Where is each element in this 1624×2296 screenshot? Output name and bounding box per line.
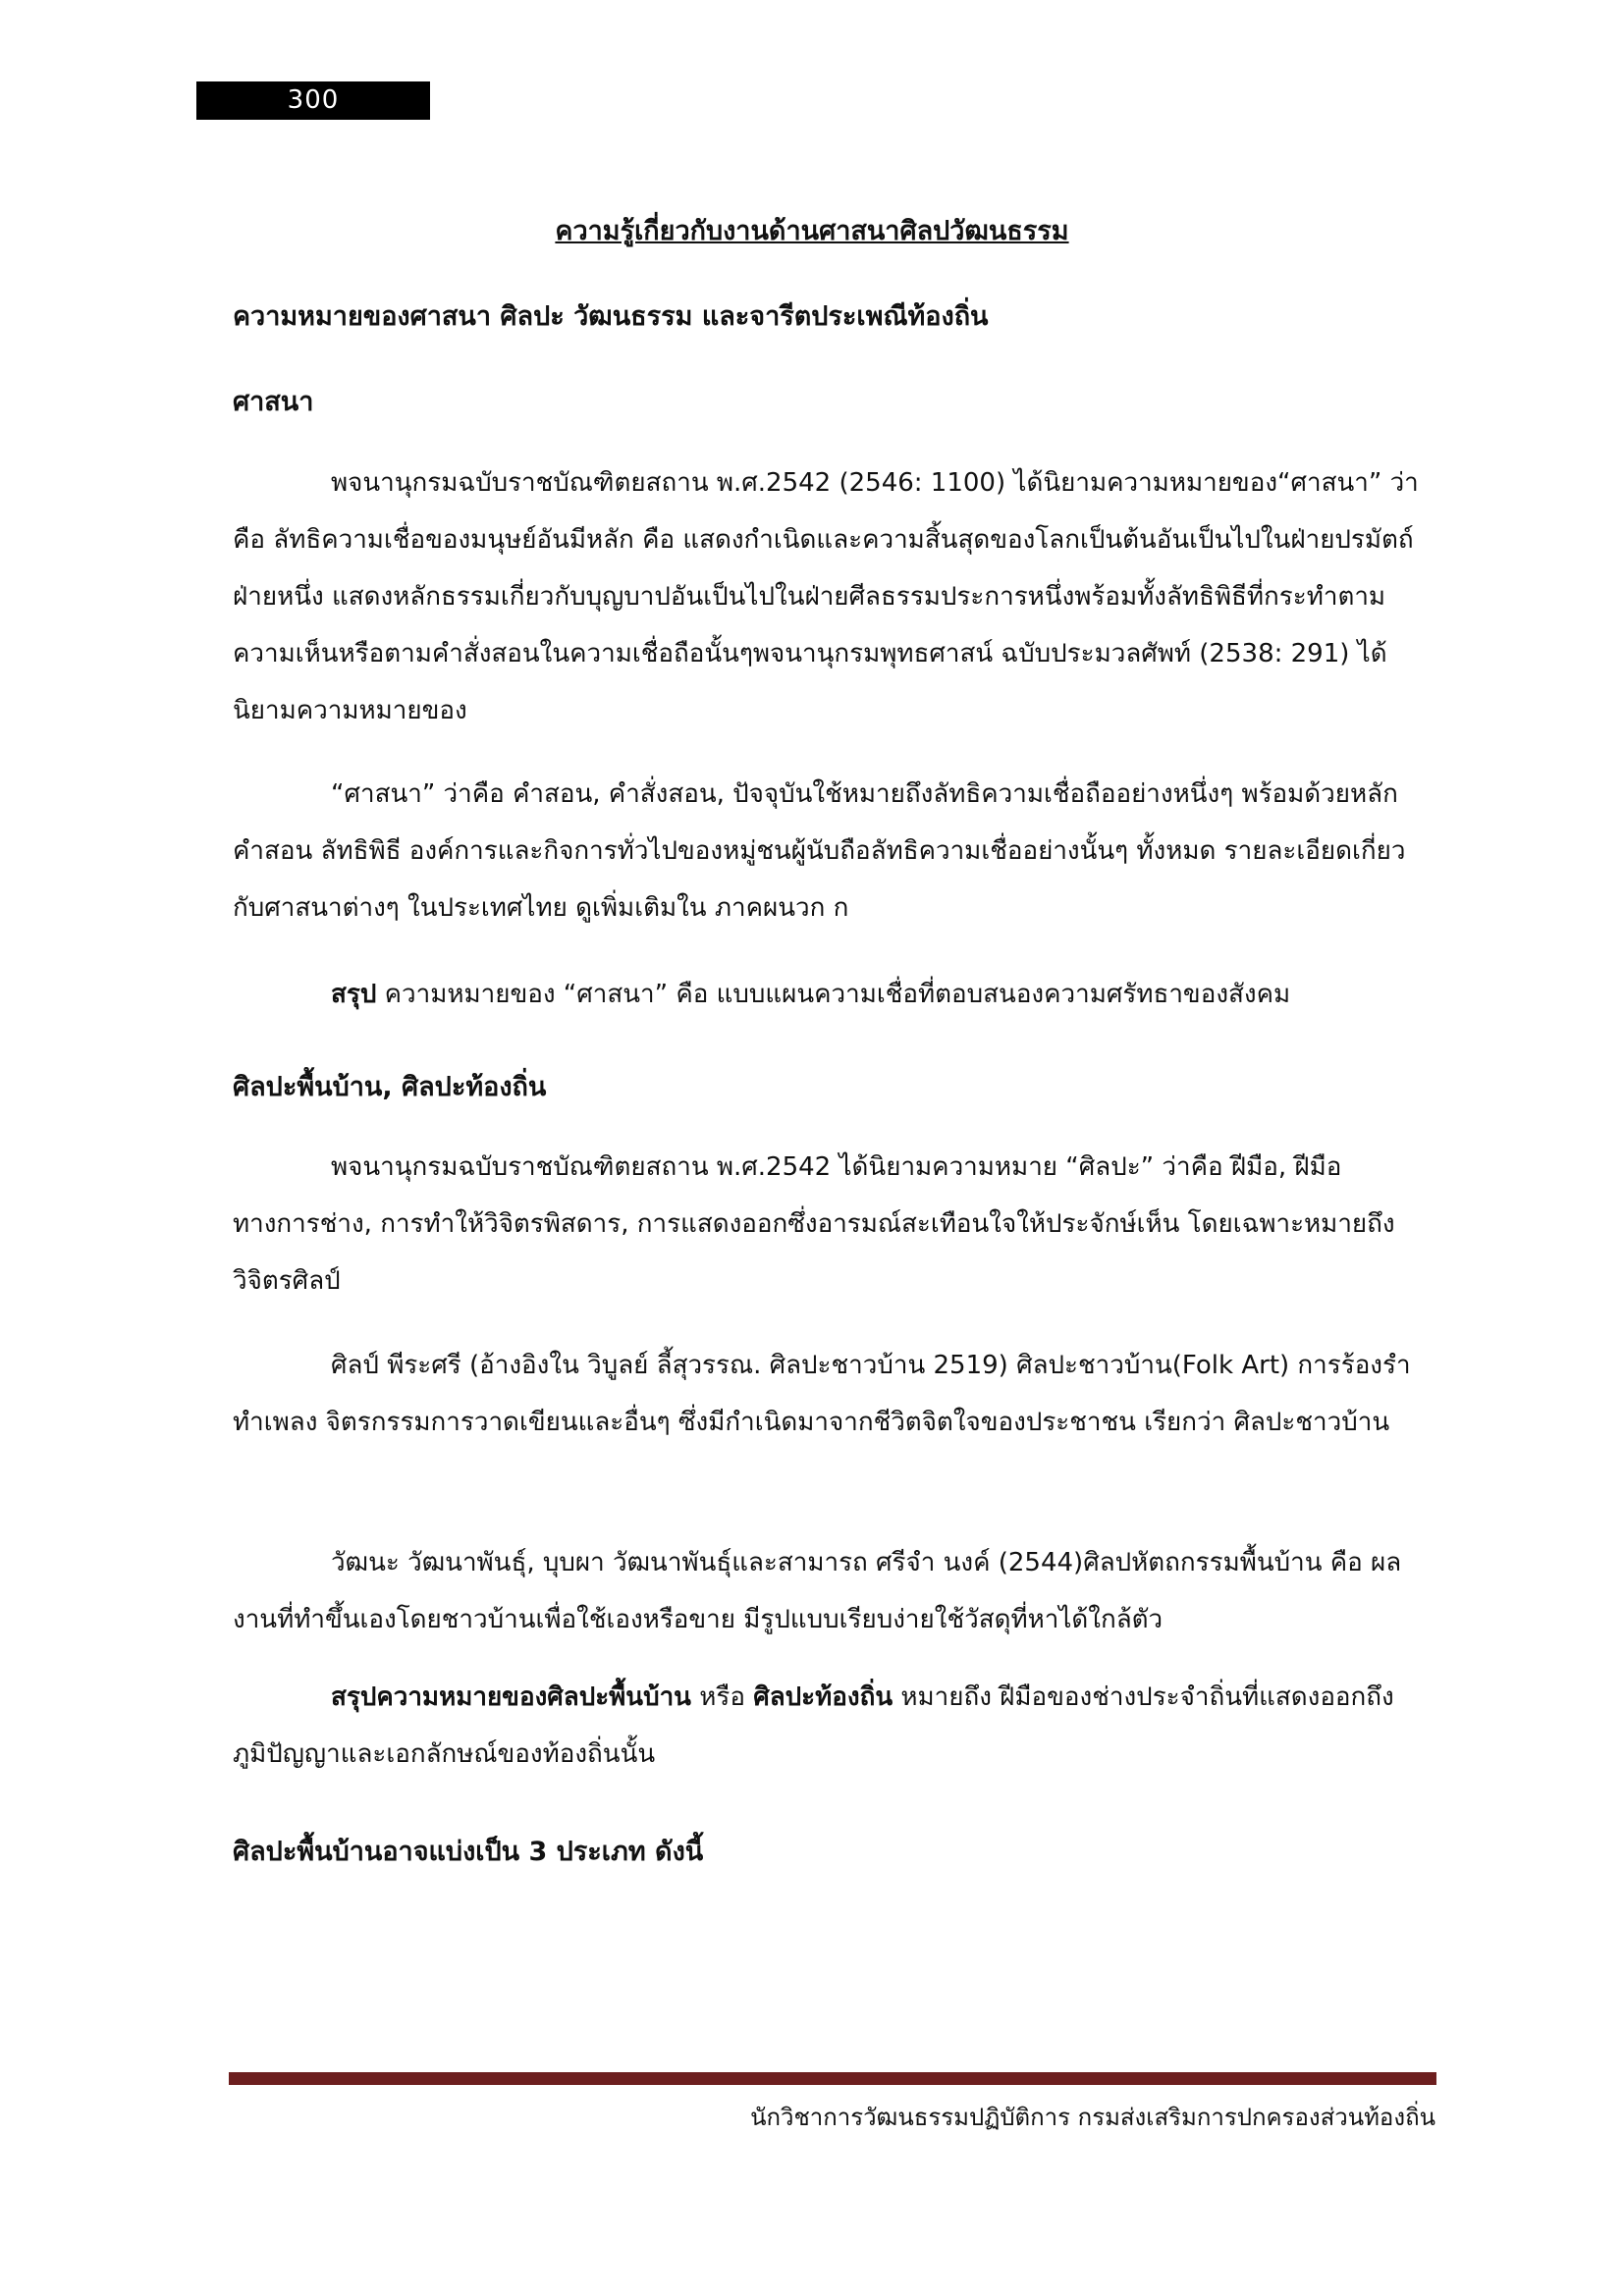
folk-art-summary <box>233 1669 1421 1783</box>
folk-art-paragraph-1: พจนานุกรมฉบับราชบัณฑิตยสถาน พ.ศ.2542 ได้นิยามความหมาย “ศิลปะ” ว่าคือ ฝีมือ, ฝีมือทางการช่าง, การทำให้วิจิตรพิสดาร, การแสดงออกซึ่งอารมณ์สะเทือนใจให้ประจักษ์เห็น โดยเฉพาะหมายถึง วิจิตรศิลป์ <box>233 1152 1395 1296</box>
folk-art-types-heading: ศิลปะพื้นบ้านอาจแบ่งเป็น 3 ประเภท ดังนี้ <box>233 1837 704 1867</box>
folk-art-summary-bold-1: สรุปความหมายของศิลปะพื้นบ้าน <box>331 1682 691 1712</box>
page-number: 300 <box>196 81 430 120</box>
folk-art-heading: ศิลปะพื้นบ้าน, ศิลปะท้องถิ่น <box>233 1072 547 1102</box>
document-title: ความรู้เกี่ยวกับงานด้านศาสนาศิลปวัฒนธรรม <box>555 216 1069 246</box>
summary-text: ความหมายของ “ศาสนา” คือ แบบแผนความเชื่อที่ตอบสนองความศรัทธาของสังคม <box>376 980 1291 1009</box>
religion-paragraph-1: พจนานุกรมฉบับราชบัณฑิตยสถาน พ.ศ.2542 (2546: 1100) ได้นิยามความหมายของ“ศาสนา” ว่าคือ ลัทธิความเชื่อของมนุษย์อันมีหลัก คือ แสดงกำเนิดและความสิ้นสุดของโลกเป็นต้นอันเป็นไปในฝ่ายปรมัตถ์ฝ่ายหนึ่ง แสดงหลักธรรมเกี่ยวกับบุญบาปอันเป็นไปในฝ่ายศีลธรรมประการหนึ่งพร้อมทั้งลัทธิพิธีที่กระทำตามความเห็นหรือตามคำสั่งสอนในความเชื่อถือนั้นๆพจนานุกรมพุทธศาสน์ ฉบับประมวลศัพท์ (2538: 291) ได้นิยามความหมายของ <box>233 468 1419 725</box>
footer-text: นักวิชาการวัฒนธรรมปฏิบัติการ กรมส่งเสริมการปกครองส่วนท้องถิ่น <box>750 2104 1435 2131</box>
folk-art-summary-bold-2: ศิลปะท้องถิ่น <box>753 1682 893 1712</box>
section-heading: ความหมายของศาสนา ศิลปะ วัฒนธรรม และจารีตประเพณีท้องถิ่น <box>233 301 989 332</box>
folk-art-paragraph-3: วัฒนะ วัฒนาพันธุ์, บุบผา วัฒนาพันธุ์และสามารถ ศรีจำ นงค์ (2544)ศิลปหัตถกรรมพื้นบ้าน คือ ผลงานที่ทำขึ้นเองโดยชาวบ้านเพื่อใช้เองหรือขาย มีรูปแบบเรียบง่ายใช้วัสดุที่หาได้ใกล้ตัว <box>233 1548 1402 1634</box>
religion-heading: ศาสนา <box>233 387 314 417</box>
footer-rule <box>229 2072 1436 2085</box>
folk-art-summary-mid: หรือ <box>690 1682 754 1712</box>
folk-art-paragraph-2: ศิลป์ พีระศรี (อ้างอิงใน วิบูลย์ ลี้สุวรรณ. ศิลปะชาวบ้าน 2519) ศิลปะชาวบ้าน(Folk Art) การร้องรำทำเพลง จิตรกรรมการวาดเขียนและอื่นๆ ซึ่งมีกำเนิดมาจากชีวิตจิตใจของประชาชน เรียกว่า ศิลปะชาวบ้าน <box>233 1351 1411 1437</box>
religion-summary <box>233 966 1421 1023</box>
folk-art-summary-rest: หมายถึง ฝีมือของช่างประจำถิ่นที่แสดงออกถึงภูมิปัญญาและเอกลักษณ์ของท้องถิ่นนั้น <box>233 1682 1394 1769</box>
summary-label: สรุป <box>331 980 377 1009</box>
religion-paragraph-2: “ศาสนา” ว่าคือ คำสอน, คำสั่งสอน, ปัจจุบันใช้หมายถึงลัทธิความเชื่อถืออย่างหนึ่งๆ พร้อมด้วยหลักคำสอน ลัทธิพิธี องค์การและกิจการทั่วไปของหมู่ชนผู้นับถือลัทธิความเชื่ออย่างนั้นๆ ทั้งหมด รายละเอียดเกี่ยวกับศาสนาต่างๆ ในประเทศไทย ดูเพิ่มเติมใน ภาคผนวก ก <box>233 779 1406 923</box>
